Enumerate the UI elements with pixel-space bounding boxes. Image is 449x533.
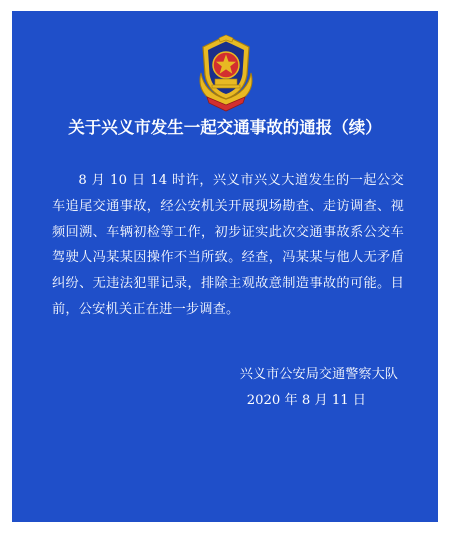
police-emblem-icon	[191, 33, 261, 113]
notice-signature	[12, 362, 398, 414]
notice-title: 关于兴义市发生一起交通事故的通报（续）	[68, 118, 382, 137]
issue-date: 2020 年 8 月 11 日	[246, 393, 366, 408]
notice-body: 8 月 10 日 14 时许，兴义市兴义大道发生的一起公交车追尾交通事故，经公安机关开展现场勘查、走访调查、视频回溯、车辆初检等工作，初步证实此次交通事故系公交车驾驶人冯某某因操作不当所致。经查，冯某某与他人无矛盾纠纷、无违法犯罪记录，排除主观故意制造事故的可能。目前，公安机关正在进一步调查。	[52, 173, 404, 317]
issuer-name: 兴义市公安局交通警察大队	[239, 367, 398, 382]
notice-panel	[12, 11, 438, 522]
